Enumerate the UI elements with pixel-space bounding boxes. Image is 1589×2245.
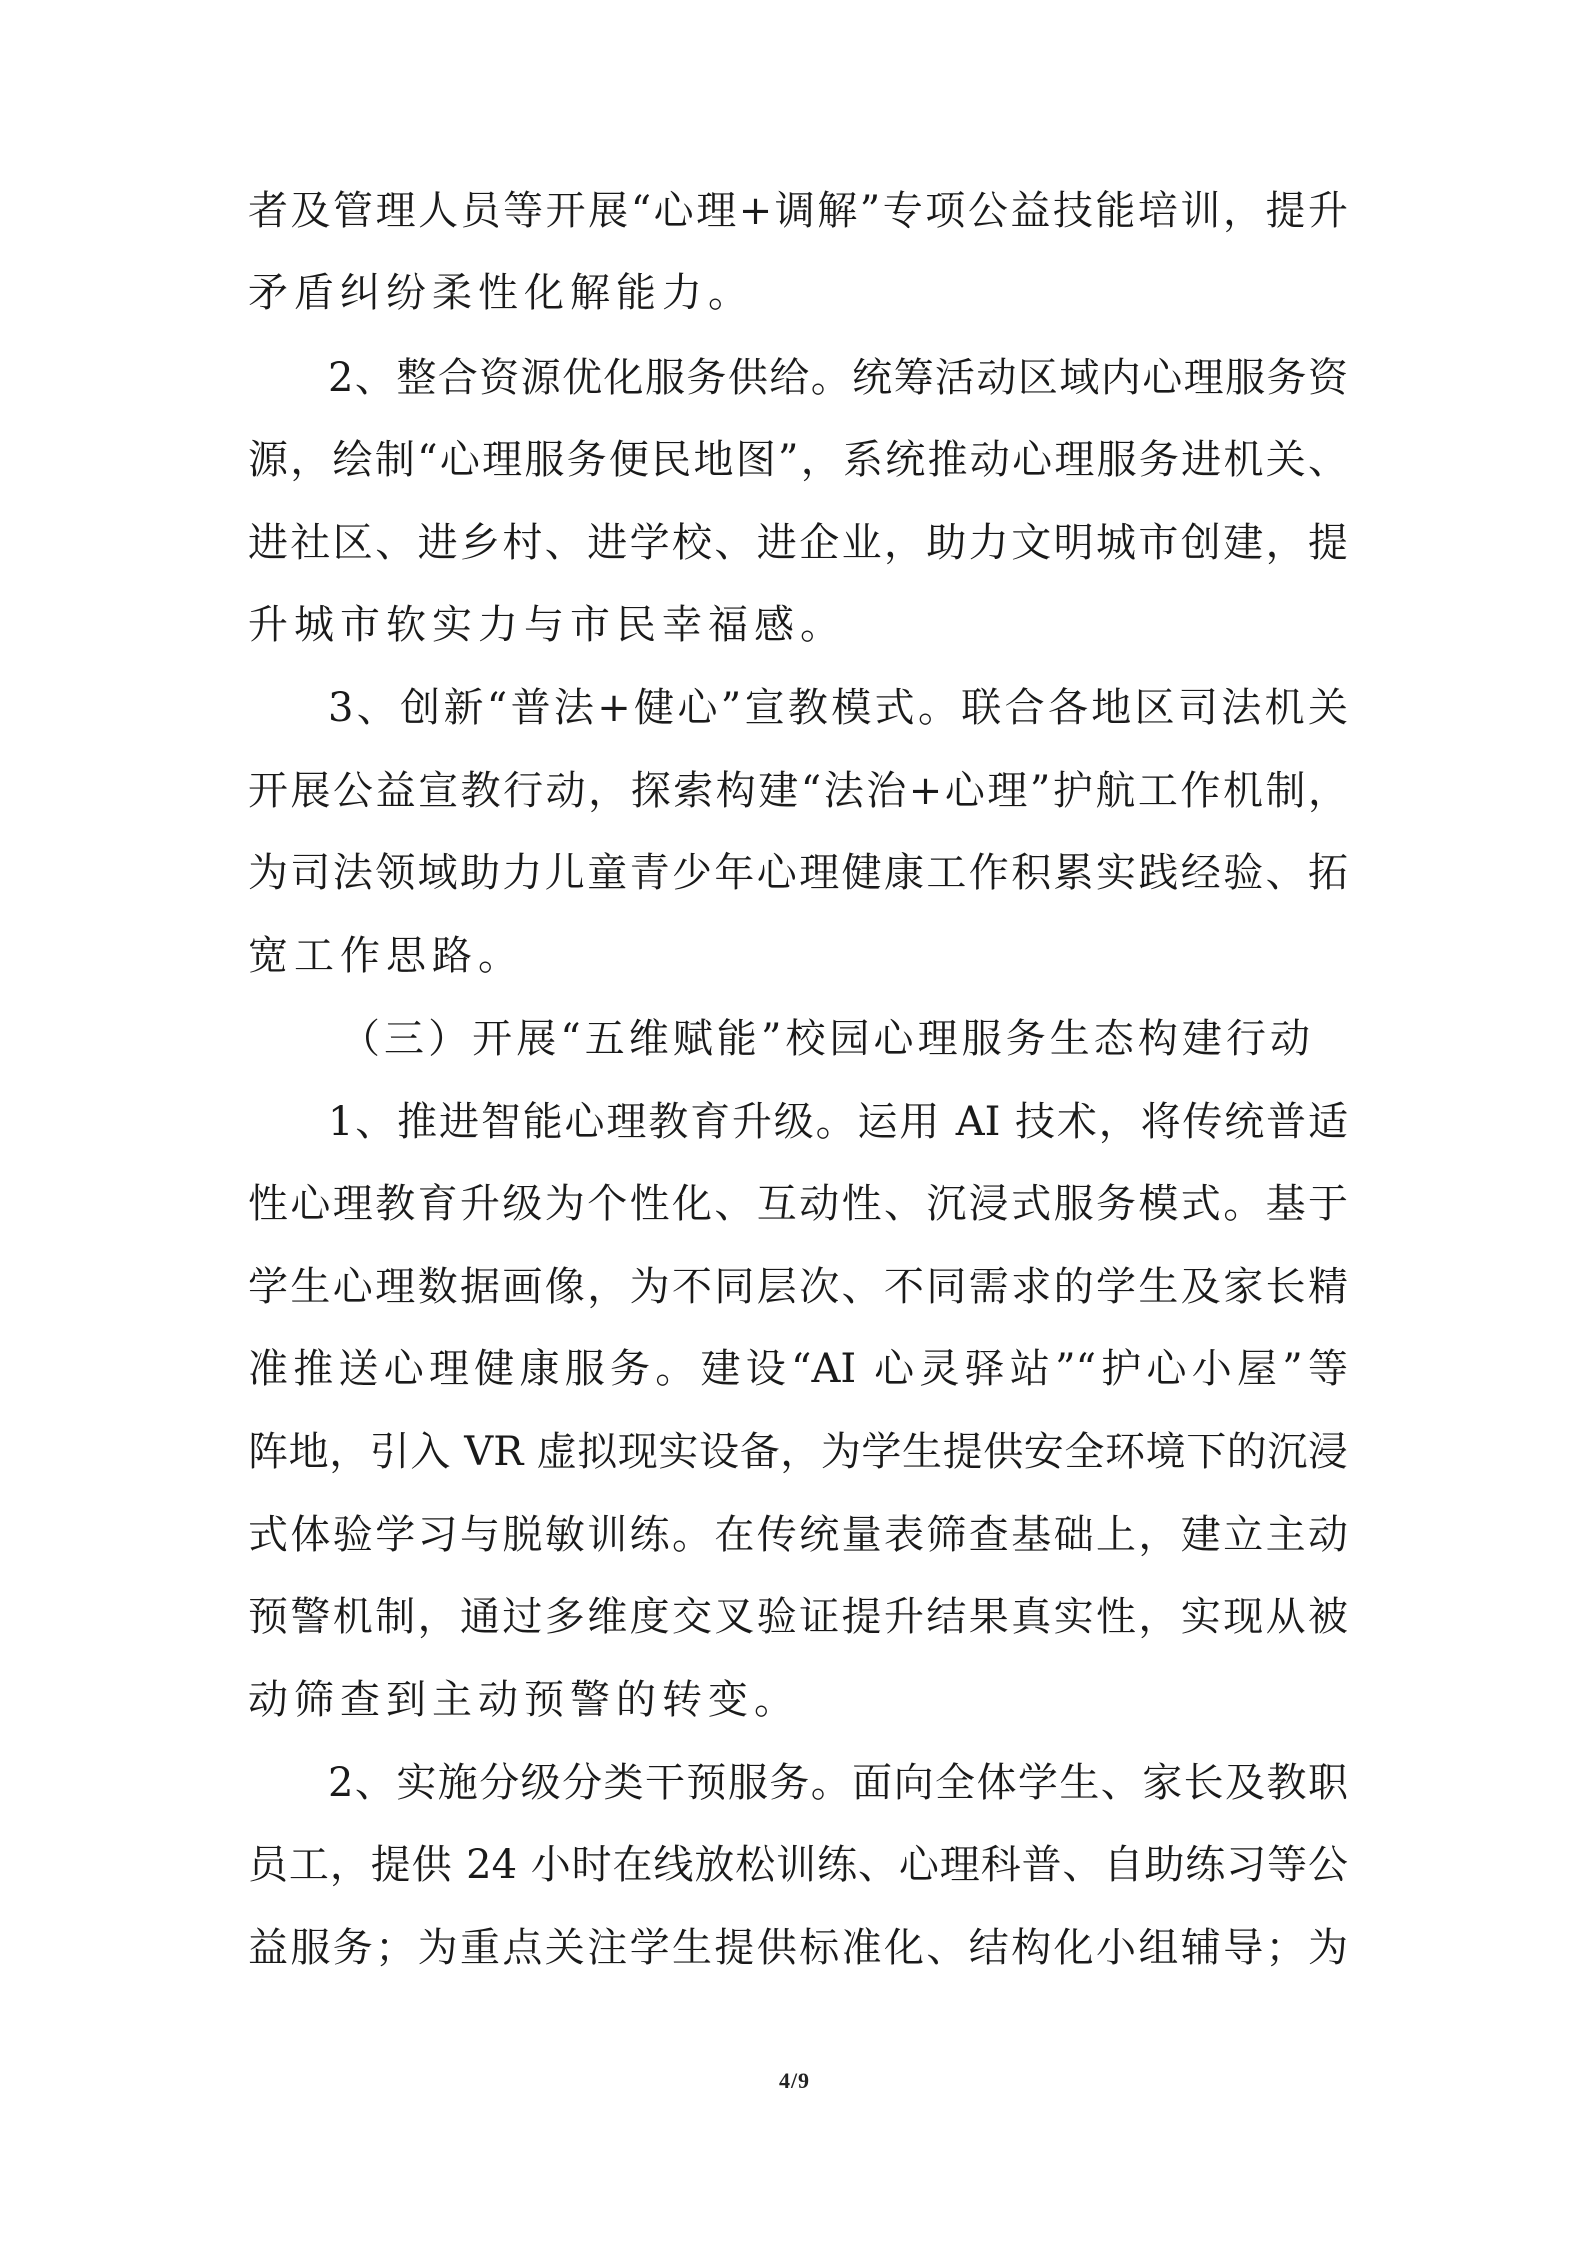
text-line: 宽工作思路。: [248, 933, 524, 979]
text-line: 准推送心理健康服务。建设“AI 心灵驿站”“护心小屋”等: [248, 1346, 1348, 1392]
text-line: 3、创新“普法+健心”宣教模式。联合各地区司法机关: [328, 685, 1348, 731]
text-line: 学生心理数据画像，为不同层次、不同需求的学生及家长精: [248, 1264, 1348, 1310]
text-line: 阵地，引入 VR 虚拟现实设备，为学生提供安全环境下的沉浸: [248, 1429, 1348, 1475]
text-line: 者及管理人员等开展“心理+调解”专项公益技能培训，提升: [248, 188, 1348, 234]
text-line: 源，绘制“心理服务便民地图”，系统推动心理服务进机关、: [248, 437, 1348, 483]
text-line: 2、整合资源优化服务供给。统筹活动区域内心理服务资: [328, 355, 1348, 401]
section-heading: （三）开展“五维赋能”校园心理服务生态构建行动: [340, 1016, 1310, 1062]
page-number: 4/9: [778, 2068, 811, 2093]
text-line: 2、实施分级分类干预服务。面向全体学生、家长及教职: [328, 1760, 1348, 1806]
text-line: 员工，提供 24 小时在线放松训练、心理科普、自助练习等公: [248, 1842, 1348, 1888]
text-line: 开展公益宣教行动，探索构建“法治+心理”护航工作机制，: [248, 768, 1348, 814]
text-line: 性心理教育升级为个性化、互动性、沉浸式服务模式。基于: [248, 1181, 1348, 1227]
text-line: 为司法领域助力儿童青少年心理健康工作积累实践经验、拓: [248, 850, 1348, 896]
text-line: 进社区、进乡村、进学校、进企业，助力文明城市创建，提: [248, 520, 1348, 566]
text-line: 预警机制，通过多维度交叉验证提升结果真实性，实现从被: [248, 1594, 1348, 1640]
text-line: 升城市软实力与市民幸福感。: [248, 602, 846, 648]
text-line: 矛盾纠纷柔性化解能力。: [248, 270, 754, 316]
text-line: 益服务；为重点关注学生提供标准化、结构化小组辅导；为: [248, 1925, 1348, 1971]
text-line: 式体验学习与脱敏训练。在传统量表筛查基础上，建立主动: [248, 1512, 1348, 1558]
text-line: 动筛查到主动预警的转变。: [248, 1677, 800, 1723]
text-line: 1、推进智能心理教育升级。运用 AI 技术，将传统普适: [328, 1099, 1348, 1145]
